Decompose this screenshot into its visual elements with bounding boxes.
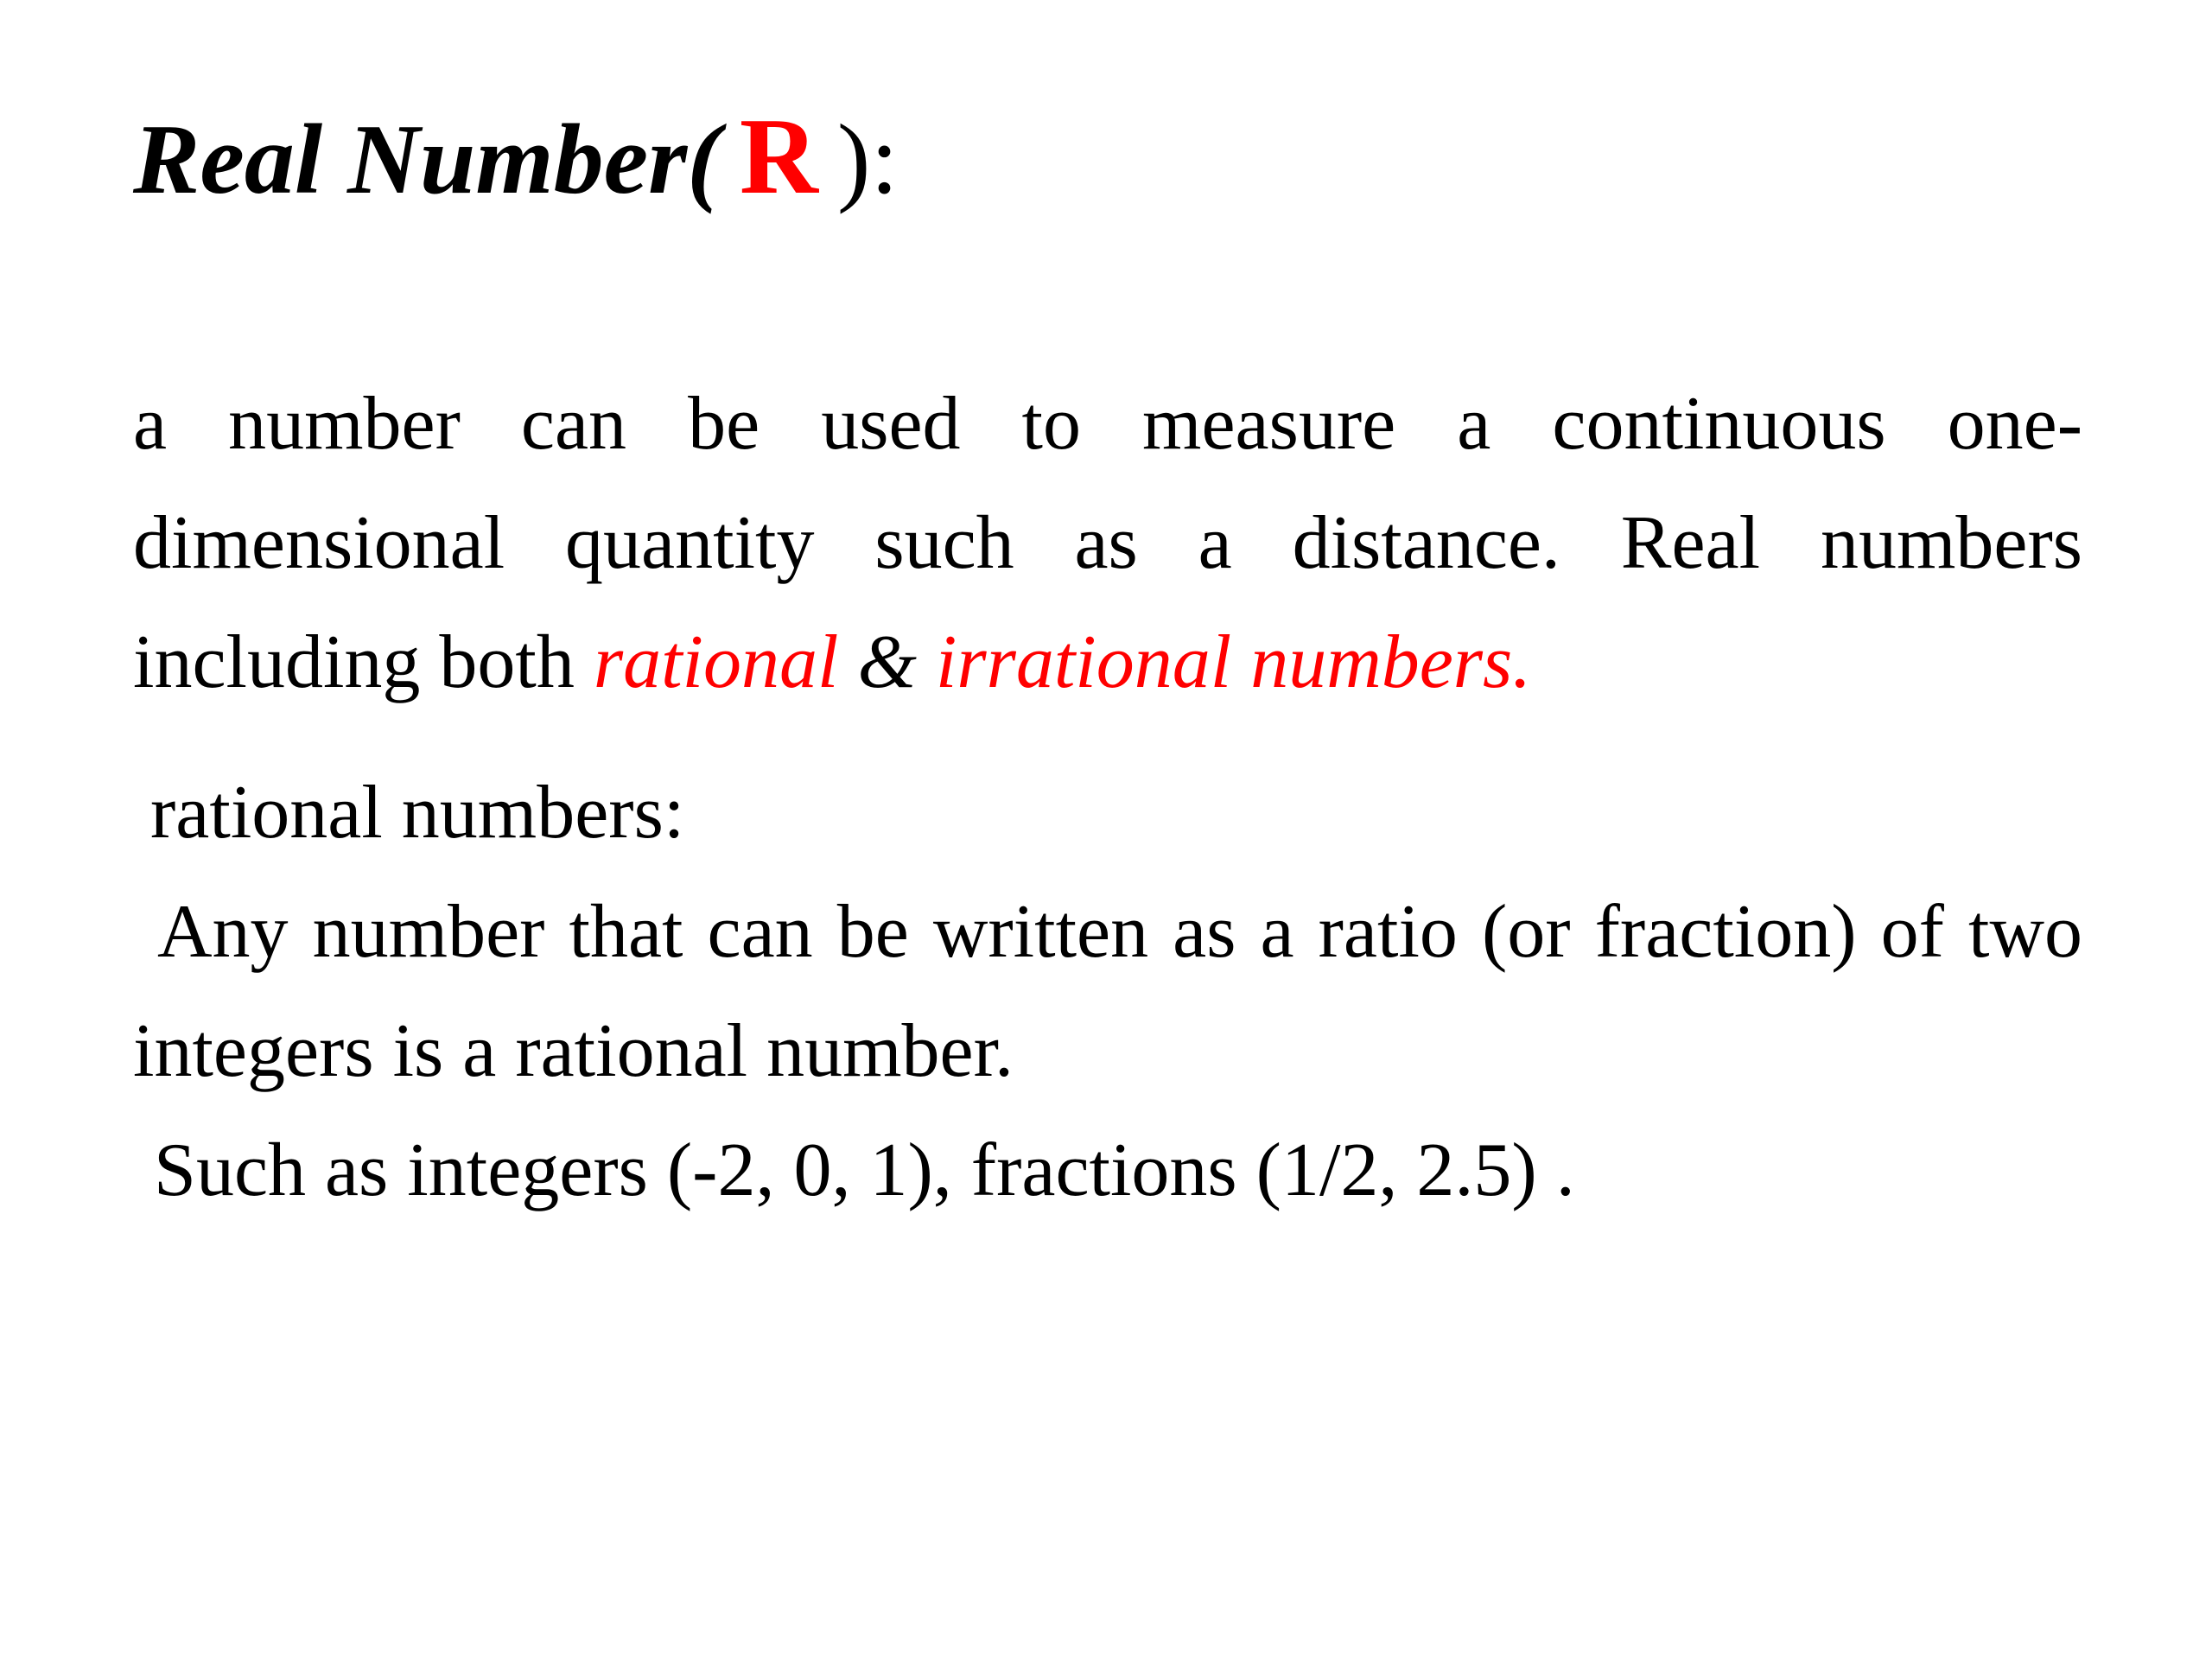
title-text: Real Number( [133,105,721,215]
ampersand: & [857,620,917,704]
rational-examples: Such as integers (-2, 0, 1), fractions (1/2, 2.5) . [154,1128,1575,1212]
definition-start: a number [133,382,461,466]
real-number-symbol: R [739,97,818,217]
definition-rest: can be used to measure a continuous one-dimensional quantity such as a distance. Real numbers including both [133,382,2082,704]
term-rational: rational [593,620,839,704]
slide-title [133,97,899,220]
rational-definition: Any number that can be written as a ratio (or fraction) of two integers is a rational number. [133,890,2082,1093]
real-number-definition [133,365,2082,722]
rational-heading: rational numbers: [150,771,685,855]
title-closing: ): [836,105,899,215]
term-irrational: irrational numbers. [935,620,1532,704]
